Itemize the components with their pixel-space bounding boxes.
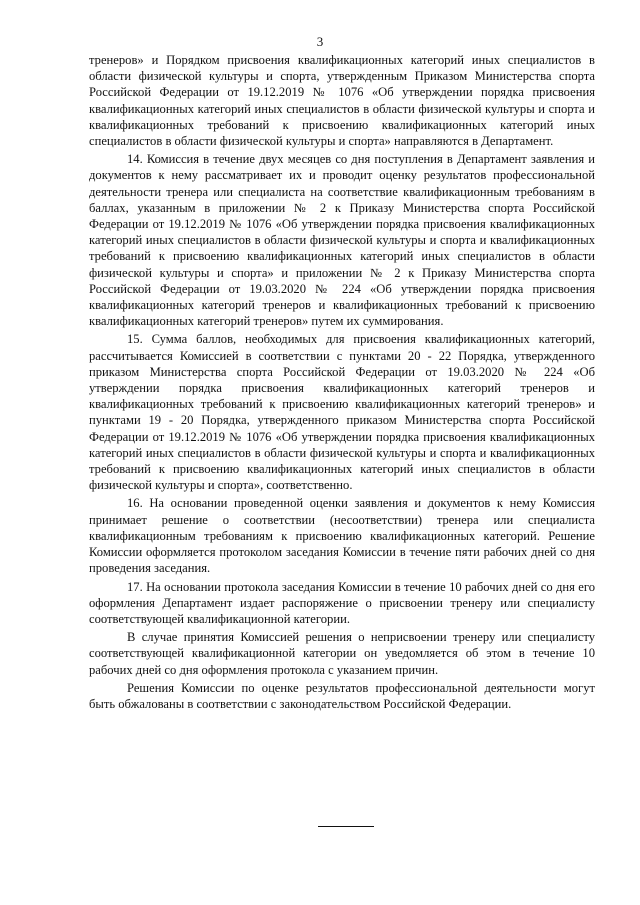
end-separator-line	[318, 826, 374, 827]
paragraph-refusal-notice: В случае принятия Комиссией решения о неприсвоении тренеру или специалисту соответствующей квалификационной категории он уведомляется об этом в течение 10 рабочих дней со дня оформления протокола с указанием причин.	[89, 630, 595, 677]
paragraph-item-14: 14. Комиссия в течение двух месяцев со дня поступления в Департамент заявления и документов к нему рассматривает их и проводит оценку результатов профессиональной деятельности тренера или специалиста на соответствие квалификационным требованиям в баллах, указанным в приложении № 2 к Приказу Министерства спорта Российской Федерации от 19.12.2019 № 1076 «Об утверждении порядка присвоения квалификационных категорий иных специалистов в области физической культуры и спорта и квалификационных требований к присвоению квалификационных категорий иных специалистов в области физической культуры и спорта» и приложении № 2 к Приказу Министерства спорта Российской Федерации от 19.03.2020 № 224 «Об утверждении порядка присвоения квалификационных категорий тренеров и квалификационных требований к присвоению квалификационных категорий тренеров» путем их суммирования.	[89, 152, 595, 329]
page-number: 3	[316, 34, 324, 49]
document-body	[89, 52, 595, 714]
paragraph-appeal: Решения Комиссии по оценке результатов профессиональной деятельности могут быть обжалованы в соответствии с законодательством Российской Федерации.	[89, 680, 595, 711]
paragraph-item-17: 17. На основании протокола заседания Комиссии в течение 10 рабочих дней со дня его оформления Департамент издает распоряжение о присвоении тренеру или специалисту соответствующей квалификационной категории.	[89, 579, 595, 626]
paragraph-item-16: 16. На основании проведенной оценки заявления и документов к нему Комиссия принимает решение о соответствии (несоответствии) тренера или специалиста квалификационным требованиям к присвоению квалификационных категорий. Решение Комиссии оформляется протоколом заседания Комиссии в течение пяти рабочих дней со дня проведения заседания.	[89, 496, 595, 576]
paragraph-item-15: 15. Сумма баллов, необходимых для присвоения квалификационных категорий, рассчитывается Комиссией в соответствии с пунктами 20 - 22 Порядка, утвержденного приказом Министерства спорта Российской Федерации от 19.03.2020 № 224 «Об утверждении порядка присвоения квалификационных категорий тренеров и квалификационных требований к присвоению квалификационных категорий тренеров» и пунктами 19 - 20 Порядка, утвержденного приказом Министерства спорта Российской Федерации от 19.12.2019 № 1076 «Об утверждении порядка присвоения квалификационных категорий иных специалистов в области физической культуры и спорта и квалификационных требований к присвоению квалификационных категорий иных специалистов в области физической культуры и спорта», соответственно.	[89, 332, 595, 493]
paragraph-continuation: тренеров» и Порядком присвоения квалификационных категорий иных специалистов в области физической культуры и спорта, утвержденным Приказом Министерства спорта Российской Федерации от 19.12.2019 № 1076 «Об утверждении порядка присвоения квалификационных категорий иных специалистов в области физической культуры и спорта и квалификационных требований к присвоению квалификационных категорий иных специалистов в области физической культуры и спорта» направляются в Департамент.	[89, 53, 595, 149]
